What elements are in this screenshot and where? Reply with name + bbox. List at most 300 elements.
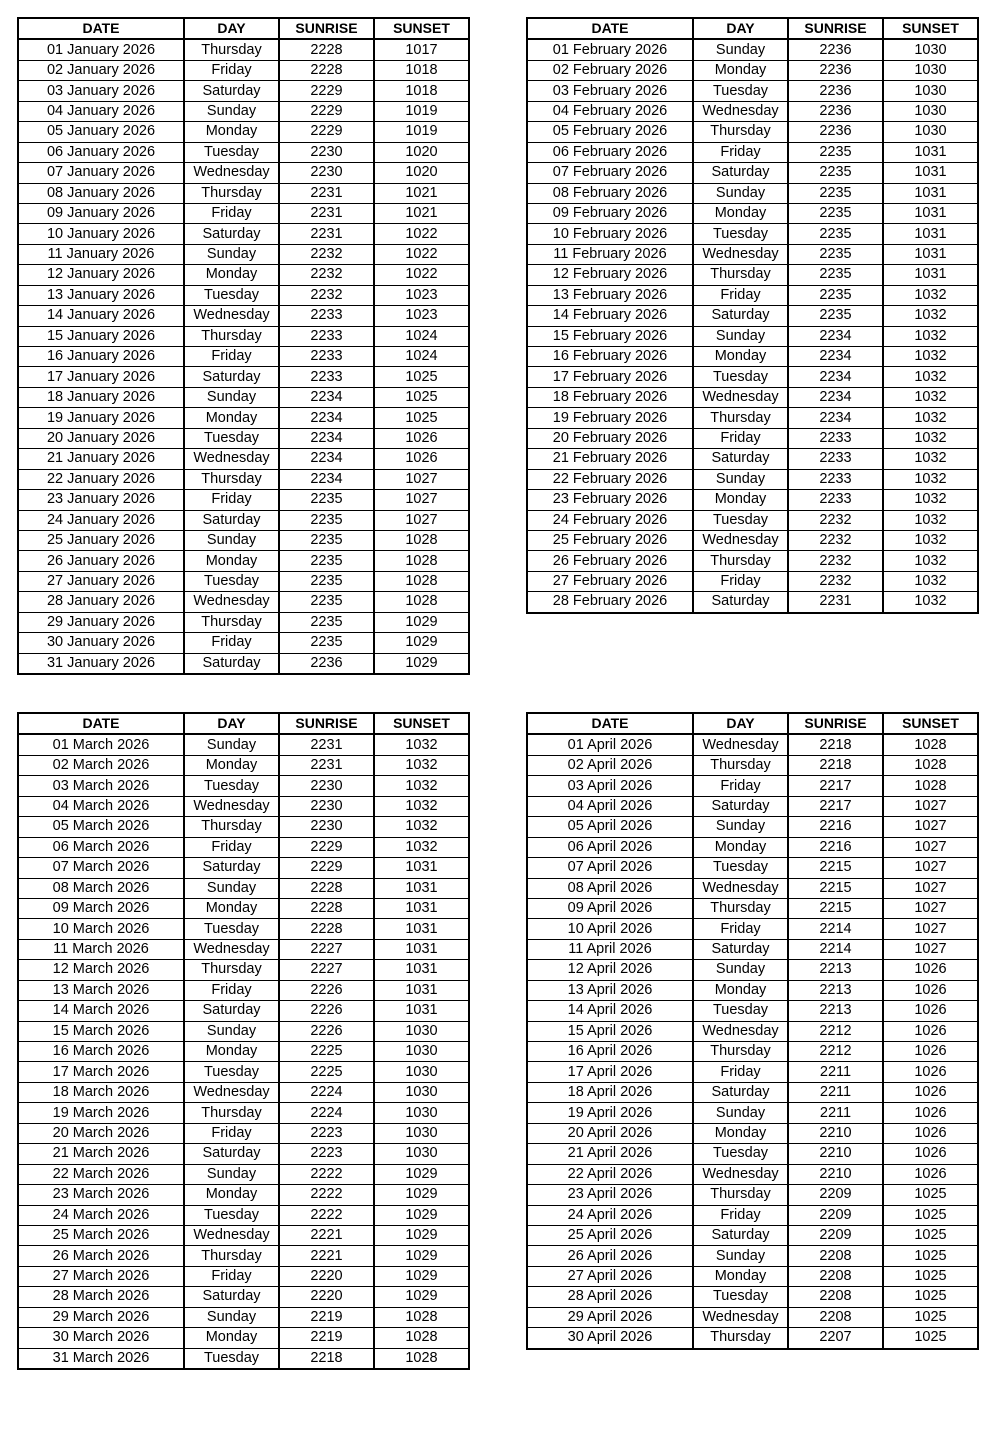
- sunrise-cell: 2232: [788, 510, 883, 530]
- day-cell: Thursday: [184, 612, 279, 632]
- sunset-cell: 1026: [374, 428, 469, 448]
- day-cell: Sunday: [184, 734, 279, 755]
- sunset-cell: 1025: [374, 408, 469, 428]
- table-row: [18, 428, 469, 448]
- sunrise-cell: 2228: [279, 39, 374, 60]
- table-row: [18, 1001, 469, 1021]
- sunrise-cell: 2234: [279, 428, 374, 448]
- table-header-row: [527, 713, 978, 734]
- table-row: [18, 530, 469, 550]
- day-cell: Thursday: [693, 265, 788, 285]
- sunset-cell: 1029: [374, 612, 469, 632]
- sunrise-cell: 2232: [788, 551, 883, 571]
- sunset-cell: 1032: [883, 306, 978, 326]
- day-cell: Tuesday: [693, 1287, 788, 1307]
- date-cell: 28 January 2026: [18, 592, 184, 612]
- day-cell: Wednesday: [693, 878, 788, 898]
- table-row: [18, 490, 469, 510]
- day-cell: Wednesday: [184, 306, 279, 326]
- sunset-cell: 1032: [883, 387, 978, 407]
- table-row: [18, 224, 469, 244]
- date-cell: 18 April 2026: [527, 1082, 693, 1102]
- sunset-cell: 1018: [374, 60, 469, 80]
- day-cell: Friday: [184, 347, 279, 367]
- day-cell: Friday: [184, 203, 279, 223]
- day-cell: Monday: [693, 347, 788, 367]
- date-cell: 12 January 2026: [18, 265, 184, 285]
- day-cell: Friday: [693, 1205, 788, 1225]
- sunrise-sunset-table-february: [526, 17, 979, 614]
- date-cell: 09 March 2026: [18, 898, 184, 918]
- date-cell: 18 February 2026: [527, 387, 693, 407]
- date-cell: 30 April 2026: [527, 1328, 693, 1349]
- table-row: [527, 898, 978, 918]
- sunrise-cell: 2229: [279, 81, 374, 101]
- sunset-cell: 1027: [883, 837, 978, 857]
- sunset-cell: 1019: [374, 122, 469, 142]
- header-date: DATE: [18, 713, 184, 734]
- date-cell: 14 February 2026: [527, 306, 693, 326]
- day-cell: Wednesday: [693, 101, 788, 121]
- sunrise-cell: 2213: [788, 980, 883, 1000]
- table-row: [18, 1062, 469, 1082]
- date-cell: 12 April 2026: [527, 960, 693, 980]
- table-row: [527, 428, 978, 448]
- day-cell: Sunday: [184, 387, 279, 407]
- sunrise-cell: 2222: [279, 1164, 374, 1184]
- sunrise-cell: 2234: [788, 347, 883, 367]
- table-row: [18, 265, 469, 285]
- table-row: [527, 1246, 978, 1266]
- date-cell: 29 April 2026: [527, 1307, 693, 1327]
- day-cell: Monday: [693, 1266, 788, 1286]
- sunset-cell: 1030: [374, 1042, 469, 1062]
- table-row: [527, 571, 978, 591]
- sunset-cell: 1029: [374, 1246, 469, 1266]
- sunrise-cell: 2226: [279, 1001, 374, 1021]
- day-cell: Monday: [693, 60, 788, 80]
- date-cell: 25 March 2026: [18, 1225, 184, 1245]
- table-row: [527, 530, 978, 550]
- day-cell: Tuesday: [184, 285, 279, 305]
- table-row: [527, 203, 978, 223]
- sunset-cell: 1032: [883, 285, 978, 305]
- sunset-cell: 1027: [374, 490, 469, 510]
- table-row: [18, 326, 469, 346]
- sunrise-cell: 2232: [279, 285, 374, 305]
- sunrise-cell: 2215: [788, 878, 883, 898]
- date-cell: 05 January 2026: [18, 122, 184, 142]
- sunset-cell: 1025: [883, 1287, 978, 1307]
- table-row: [18, 1103, 469, 1123]
- day-cell: Thursday: [184, 39, 279, 60]
- date-cell: 26 April 2026: [527, 1246, 693, 1266]
- sunrise-cell: 2225: [279, 1042, 374, 1062]
- day-cell: Wednesday: [184, 1082, 279, 1102]
- date-cell: 06 March 2026: [18, 837, 184, 857]
- sunset-cell: 1027: [883, 939, 978, 959]
- table-row: [18, 1021, 469, 1041]
- table-row: [527, 755, 978, 775]
- sunrise-cell: 2226: [279, 980, 374, 1000]
- day-cell: Monday: [184, 1185, 279, 1205]
- sunrise-cell: 2228: [279, 878, 374, 898]
- sunrise-cell: 2230: [279, 163, 374, 183]
- sunset-cell: 1028: [883, 776, 978, 796]
- table-row: [527, 469, 978, 489]
- day-cell: Friday: [184, 837, 279, 857]
- sunset-cell: 1031: [883, 183, 978, 203]
- day-cell: Monday: [693, 490, 788, 510]
- day-cell: Sunday: [693, 1103, 788, 1123]
- date-cell: 04 March 2026: [18, 796, 184, 816]
- table-row: [18, 1185, 469, 1205]
- day-cell: Sunday: [693, 817, 788, 837]
- sunrise-cell: 2210: [788, 1123, 883, 1143]
- day-cell: Tuesday: [693, 224, 788, 244]
- day-cell: Sunday: [693, 960, 788, 980]
- table-row: [18, 469, 469, 489]
- date-cell: 30 January 2026: [18, 633, 184, 653]
- table-row: [527, 387, 978, 407]
- sunrise-cell: 2209: [788, 1225, 883, 1245]
- sunrise-cell: 2233: [788, 428, 883, 448]
- sunset-cell: 1030: [374, 1082, 469, 1102]
- date-cell: 22 March 2026: [18, 1164, 184, 1184]
- sunrise-cell: 2234: [788, 367, 883, 387]
- table-row: [527, 1001, 978, 1021]
- sunrise-cell: 2207: [788, 1328, 883, 1349]
- sunset-cell: 1026: [883, 1144, 978, 1164]
- table-row: [18, 612, 469, 632]
- date-cell: 23 March 2026: [18, 1185, 184, 1205]
- sunrise-cell: 2235: [279, 551, 374, 571]
- date-cell: 03 February 2026: [527, 81, 693, 101]
- sunset-cell: 1032: [883, 571, 978, 591]
- table-row: [527, 39, 978, 60]
- date-cell: 16 April 2026: [527, 1042, 693, 1062]
- sunset-cell: 1027: [883, 919, 978, 939]
- date-cell: 08 April 2026: [527, 878, 693, 898]
- date-cell: 06 February 2026: [527, 142, 693, 162]
- sunset-cell: 1030: [374, 1144, 469, 1164]
- sunset-cell: 1028: [883, 734, 978, 755]
- sunrise-cell: 2219: [279, 1328, 374, 1348]
- table-row: [527, 122, 978, 142]
- day-cell: Thursday: [693, 122, 788, 142]
- date-cell: 14 March 2026: [18, 1001, 184, 1021]
- sunrise-sunset-table-march: [17, 712, 470, 1370]
- header-day: DAY: [184, 713, 279, 734]
- table-row: [18, 1348, 469, 1369]
- table-row: [18, 1307, 469, 1327]
- table-row: [18, 878, 469, 898]
- sunset-cell: 1025: [883, 1307, 978, 1327]
- date-cell: 06 April 2026: [527, 837, 693, 857]
- sunrise-cell: 2235: [788, 224, 883, 244]
- sunset-cell: 1026: [883, 1062, 978, 1082]
- sunrise-cell: 2214: [788, 919, 883, 939]
- header-day: DAY: [184, 18, 279, 39]
- date-cell: 15 March 2026: [18, 1021, 184, 1041]
- day-cell: Thursday: [184, 183, 279, 203]
- sunset-cell: 1030: [883, 81, 978, 101]
- date-cell: 09 April 2026: [527, 898, 693, 918]
- table-row: [18, 571, 469, 591]
- sunset-cell: 1031: [883, 244, 978, 264]
- day-cell: Friday: [184, 1266, 279, 1286]
- sunrise-cell: 2212: [788, 1021, 883, 1041]
- sunset-cell: 1029: [374, 1164, 469, 1184]
- table-row: [527, 449, 978, 469]
- sunrise-cell: 2233: [788, 449, 883, 469]
- sunrise-cell: 2234: [788, 408, 883, 428]
- date-cell: 16 February 2026: [527, 347, 693, 367]
- table-row: [527, 551, 978, 571]
- day-cell: Friday: [184, 1123, 279, 1143]
- sunrise-cell: 2221: [279, 1225, 374, 1245]
- day-cell: Monday: [693, 203, 788, 223]
- table-row: [18, 551, 469, 571]
- sunset-cell: 1032: [883, 490, 978, 510]
- sunset-cell: 1029: [374, 1287, 469, 1307]
- date-cell: 04 January 2026: [18, 101, 184, 121]
- table-header-row: [527, 18, 978, 39]
- date-cell: 06 January 2026: [18, 142, 184, 162]
- table-row: [527, 1287, 978, 1307]
- table-row: [18, 1042, 469, 1062]
- date-cell: 27 February 2026: [527, 571, 693, 591]
- day-cell: Thursday: [693, 1042, 788, 1062]
- table-row: [18, 306, 469, 326]
- sunrise-cell: 2231: [788, 592, 883, 613]
- day-cell: Thursday: [184, 960, 279, 980]
- day-cell: Friday: [693, 285, 788, 305]
- sunrise-cell: 2232: [279, 244, 374, 264]
- sunset-cell: 1032: [374, 817, 469, 837]
- date-cell: 22 February 2026: [527, 469, 693, 489]
- table-row: [527, 367, 978, 387]
- sunrise-cell: 2208: [788, 1307, 883, 1327]
- header-sunset: SUNSET: [374, 713, 469, 734]
- date-cell: 09 February 2026: [527, 203, 693, 223]
- day-cell: Saturday: [693, 939, 788, 959]
- date-cell: 01 March 2026: [18, 734, 184, 755]
- day-cell: Tuesday: [693, 81, 788, 101]
- sunset-cell: 1027: [374, 469, 469, 489]
- table-row: [18, 939, 469, 959]
- date-cell: 23 April 2026: [527, 1185, 693, 1205]
- table-row: [527, 510, 978, 530]
- sunrise-cell: 2217: [788, 796, 883, 816]
- date-cell: 17 February 2026: [527, 367, 693, 387]
- date-cell: 01 February 2026: [527, 39, 693, 60]
- date-cell: 08 March 2026: [18, 878, 184, 898]
- sunset-cell: 1032: [883, 347, 978, 367]
- date-cell: 24 January 2026: [18, 510, 184, 530]
- sunrise-sunset-table-january: [17, 17, 470, 675]
- table-row: [18, 898, 469, 918]
- date-cell: 03 April 2026: [527, 776, 693, 796]
- sunrise-cell: 2229: [279, 101, 374, 121]
- day-cell: Wednesday: [693, 1021, 788, 1041]
- date-cell: 11 April 2026: [527, 939, 693, 959]
- sunset-cell: 1025: [374, 367, 469, 387]
- day-cell: Tuesday: [184, 1205, 279, 1225]
- table-row: [18, 60, 469, 80]
- sunset-cell: 1020: [374, 142, 469, 162]
- sunrise-cell: 2234: [279, 387, 374, 407]
- header-date: DATE: [527, 713, 693, 734]
- date-cell: 07 January 2026: [18, 163, 184, 183]
- sunrise-cell: 2229: [279, 837, 374, 857]
- sunrise-cell: 2235: [279, 490, 374, 510]
- sunrise-cell: 2231: [279, 183, 374, 203]
- day-cell: Thursday: [693, 1185, 788, 1205]
- date-cell: 07 April 2026: [527, 858, 693, 878]
- table-row: [527, 101, 978, 121]
- day-cell: Monday: [693, 837, 788, 857]
- table-row: [18, 776, 469, 796]
- sunset-cell: 1031: [883, 224, 978, 244]
- day-cell: Friday: [184, 633, 279, 653]
- day-cell: Tuesday: [184, 142, 279, 162]
- date-cell: 26 January 2026: [18, 551, 184, 571]
- table-row: [527, 142, 978, 162]
- date-cell: 19 April 2026: [527, 1103, 693, 1123]
- day-cell: Friday: [693, 571, 788, 591]
- sunrise-cell: 2230: [279, 776, 374, 796]
- sunset-cell: 1026: [883, 1042, 978, 1062]
- date-cell: 21 February 2026: [527, 449, 693, 469]
- header-day: DAY: [693, 18, 788, 39]
- sunset-cell: 1017: [374, 39, 469, 60]
- sunrise-cell: 2227: [279, 939, 374, 959]
- day-cell: Monday: [184, 1042, 279, 1062]
- sunset-cell: 1025: [883, 1246, 978, 1266]
- sunrise-cell: 2216: [788, 837, 883, 857]
- date-cell: 08 January 2026: [18, 183, 184, 203]
- table-row: [527, 347, 978, 367]
- day-cell: Thursday: [693, 755, 788, 775]
- day-cell: Sunday: [693, 326, 788, 346]
- sunset-cell: 1030: [883, 122, 978, 142]
- sunset-cell: 1032: [883, 449, 978, 469]
- day-cell: Tuesday: [184, 919, 279, 939]
- date-cell: 13 January 2026: [18, 285, 184, 305]
- day-cell: Sunday: [184, 1307, 279, 1327]
- sunrise-cell: 2209: [788, 1205, 883, 1225]
- sunset-cell: 1031: [883, 163, 978, 183]
- table-row: [527, 60, 978, 80]
- table-row: [527, 878, 978, 898]
- day-cell: Thursday: [184, 469, 279, 489]
- sunrise-cell: 2220: [279, 1287, 374, 1307]
- sunrise-cell: 2213: [788, 960, 883, 980]
- date-cell: 15 January 2026: [18, 326, 184, 346]
- table-row: [18, 122, 469, 142]
- table-row: [18, 408, 469, 428]
- day-cell: Sunday: [693, 39, 788, 60]
- sunset-cell: 1028: [374, 592, 469, 612]
- sunset-cell: 1026: [883, 1123, 978, 1143]
- day-cell: Friday: [693, 919, 788, 939]
- sunset-cell: 1027: [883, 878, 978, 898]
- sunset-cell: 1032: [374, 776, 469, 796]
- table-row: [527, 408, 978, 428]
- day-cell: Friday: [184, 980, 279, 1000]
- sunset-cell: 1027: [883, 898, 978, 918]
- date-cell: 15 February 2026: [527, 326, 693, 346]
- date-cell: 14 April 2026: [527, 1001, 693, 1021]
- table-row: [18, 183, 469, 203]
- day-cell: Tuesday: [184, 428, 279, 448]
- sunrise-cell: 2236: [788, 39, 883, 60]
- table-row: [527, 1205, 978, 1225]
- sunrise-cell: 2219: [279, 1307, 374, 1327]
- day-cell: Friday: [184, 60, 279, 80]
- sunset-cell: 1029: [374, 653, 469, 674]
- table-row: [527, 858, 978, 878]
- sunset-cell: 1031: [883, 142, 978, 162]
- table-row: [18, 796, 469, 816]
- sunset-cell: 1026: [883, 1001, 978, 1021]
- sunrise-cell: 2230: [279, 142, 374, 162]
- table-row: [527, 326, 978, 346]
- date-cell: 16 March 2026: [18, 1042, 184, 1062]
- day-cell: Sunday: [693, 183, 788, 203]
- sunrise-cell: 2228: [279, 60, 374, 80]
- sunrise-cell: 2230: [279, 817, 374, 837]
- sunrise-cell: 2223: [279, 1144, 374, 1164]
- sunset-cell: 1032: [883, 510, 978, 530]
- table-row: [18, 163, 469, 183]
- date-cell: 27 January 2026: [18, 571, 184, 591]
- day-cell: Thursday: [693, 898, 788, 918]
- date-cell: 17 April 2026: [527, 1062, 693, 1082]
- table-row: [18, 633, 469, 653]
- sunrise-cell: 2234: [279, 449, 374, 469]
- sunset-cell: 1027: [374, 510, 469, 530]
- sunrise-cell: 2232: [279, 265, 374, 285]
- table-row: [18, 817, 469, 837]
- sunset-cell: 1031: [374, 878, 469, 898]
- date-cell: 19 January 2026: [18, 408, 184, 428]
- day-cell: Wednesday: [693, 387, 788, 407]
- date-cell: 05 April 2026: [527, 817, 693, 837]
- sunset-cell: 1019: [374, 101, 469, 121]
- sunrise-cell: 2236: [788, 60, 883, 80]
- sunrise-cell: 2223: [279, 1123, 374, 1143]
- sunset-cell: 1026: [374, 449, 469, 469]
- day-cell: Wednesday: [693, 530, 788, 550]
- date-cell: 10 April 2026: [527, 919, 693, 939]
- table-row: [18, 858, 469, 878]
- sunset-cell: 1029: [374, 1185, 469, 1205]
- table-row: [527, 734, 978, 755]
- date-cell: 28 February 2026: [527, 592, 693, 613]
- date-cell: 07 February 2026: [527, 163, 693, 183]
- day-cell: Saturday: [184, 224, 279, 244]
- sunrise-cell: 2228: [279, 898, 374, 918]
- table-row: [18, 1287, 469, 1307]
- sunrise-cell: 2230: [279, 796, 374, 816]
- day-cell: Saturday: [693, 449, 788, 469]
- day-cell: Saturday: [693, 163, 788, 183]
- sunrise-cell: 2229: [279, 122, 374, 142]
- date-cell: 23 February 2026: [527, 490, 693, 510]
- table-row: [18, 1246, 469, 1266]
